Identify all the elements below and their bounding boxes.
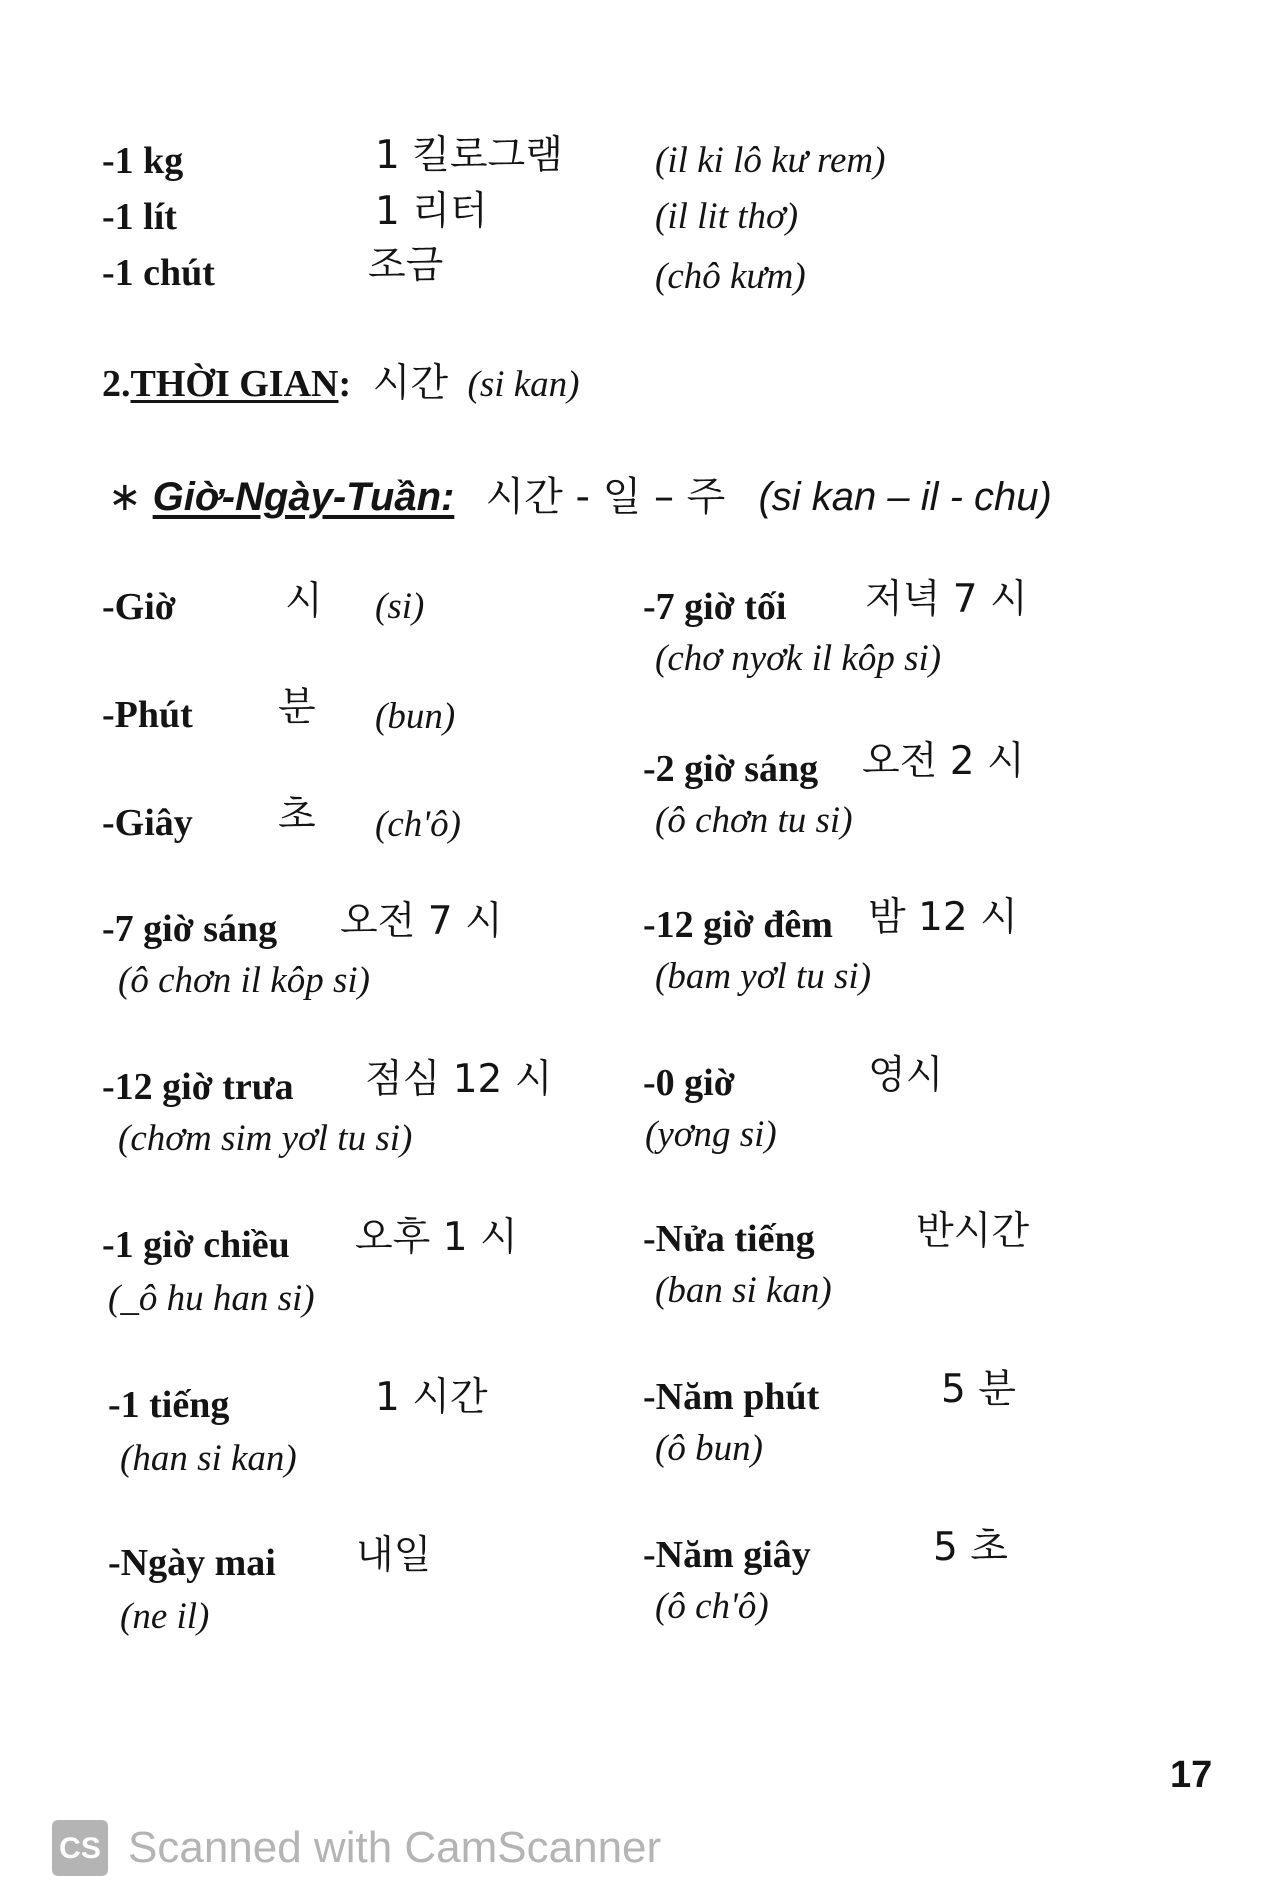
measure-pron: (chô kưm) (655, 256, 806, 297)
time-kr: 영시 (868, 1053, 944, 1098)
time-kr: 반시간 (916, 1209, 1030, 1254)
time-vn: -1 tiếng (108, 1384, 230, 1426)
time-kr: 시 (285, 579, 323, 624)
page-number: 17 (1170, 1754, 1213, 1796)
time-kr: 5 분 (941, 1367, 1016, 1412)
time-kr: 초 (278, 793, 316, 838)
time-vn: -Giây (102, 802, 193, 844)
section-number: 2. (102, 363, 131, 405)
subsection-heading (108, 474, 1052, 520)
time-vn: -Giờ (102, 586, 176, 628)
time-pron: (yơng si) (645, 1114, 777, 1155)
time-kr: 분 (278, 685, 316, 730)
time-pron: (han si kan) (120, 1438, 297, 1479)
measure-kr: 1 리터 (375, 189, 488, 234)
time-pron: (ô chơn il kôp si) (118, 960, 370, 1001)
time-kr: 오전 2 시 (862, 739, 1025, 784)
time-kr: 5 초 (933, 1525, 1008, 1570)
section-kr: 시간 (372, 361, 448, 406)
measure-vn: -1 chút (102, 252, 215, 294)
camscanner-logo-icon: CS (52, 1820, 108, 1876)
measure-pron: (il ki lô kư rem) (655, 140, 886, 181)
measure-vn: -1 lít (102, 196, 177, 238)
time-pron: (ô bun) (655, 1428, 763, 1469)
time-pron: (chơ nyơk il kôp si) (655, 638, 942, 679)
time-vn: -12 giờ đêm (643, 904, 833, 946)
time-kr: 오전 7 시 (340, 899, 503, 944)
time-pron: (_ô hu han si) (108, 1278, 315, 1319)
time-pron: (ô ch'ô) (655, 1586, 769, 1627)
time-pron: (ch'ô) (375, 804, 461, 845)
time-vn: -7 giờ sáng (102, 908, 278, 950)
time-pron: (ne il) (120, 1596, 210, 1637)
time-kr: 1 시간 (375, 1375, 488, 1420)
time-vn: -12 giờ trưa (102, 1066, 294, 1108)
time-vn: -Phút (102, 694, 193, 736)
time-pron: (si) (375, 586, 425, 627)
section-title: THỜI GIAN (130, 363, 339, 405)
time-pron: (bun) (375, 696, 456, 737)
section-pron: (si kan) (467, 364, 580, 405)
measure-vn: -1 kg (102, 140, 184, 182)
section-colon: : (338, 363, 352, 405)
time-vn: -2 giờ sáng (643, 748, 819, 790)
time-vn: -Ngày mai (108, 1542, 276, 1584)
time-kr: 오후 1 시 (355, 1215, 518, 1260)
time-vn: -Năm phút (643, 1376, 820, 1418)
measure-kr: 1 킬로그램 (375, 133, 563, 178)
time-vn: -Năm giây (643, 1534, 811, 1576)
watermark-text: Scanned with CamScanner (128, 1823, 662, 1872)
subsection-kr: 시간 - 일 – 주 (485, 474, 726, 520)
subsection-pron: (si kan – il - chu) (758, 475, 1052, 519)
star-icon: ∗ (108, 475, 142, 519)
time-kr: 밤 12 시 (868, 895, 1018, 940)
section-heading (102, 361, 580, 406)
time-vn: -1 giờ chiều (102, 1224, 290, 1266)
time-kr: 점심 12 시 (365, 1057, 553, 1102)
time-pron: (chơm sim yơl tu si) (118, 1118, 413, 1159)
time-kr: 내일 (356, 1533, 432, 1578)
time-pron: (ban si kan) (655, 1270, 832, 1311)
time-pron: (ô chơn tu si) (655, 800, 853, 841)
time-vn: -0 giờ (643, 1062, 735, 1104)
measure-kr: 조금 (368, 243, 444, 288)
time-vn: -Nửa tiếng (643, 1218, 815, 1260)
time-kr: 저녁 7 시 (865, 577, 1028, 622)
time-pron: (bam yơl tu si) (655, 956, 872, 997)
subsection-label: Giờ-Ngày-Tuần: (152, 475, 455, 519)
measure-pron: (il lit thơ) (655, 196, 799, 237)
time-vn: -7 giờ tối (643, 586, 787, 628)
